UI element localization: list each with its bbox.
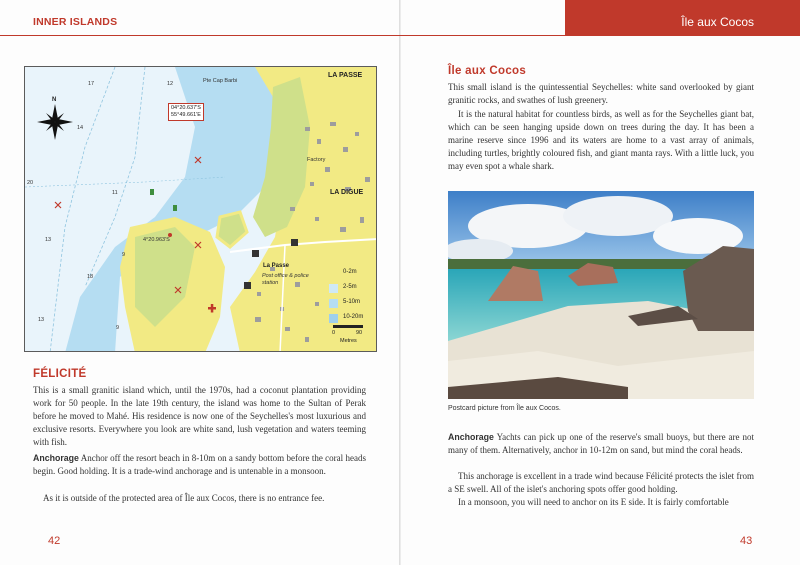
depth-legend-1: 2-5m (343, 284, 357, 290)
page-number-left: 42 (48, 535, 61, 547)
cocos-heading: Île aux Cocos (448, 65, 527, 77)
waypoint-coordinates (168, 103, 204, 121)
post-office-label: Post office & police station (262, 273, 309, 286)
depth-legend-2: 5-10m (343, 299, 361, 305)
left-running-header (0, 0, 400, 36)
felicite-heading: FÉLICITÉ (33, 368, 87, 380)
cocos-monsoon: In a monsoon, you will need to anchor on its E side. It is fairly comfortable (458, 497, 729, 507)
chapter-name: Île aux Cocos (681, 15, 754, 29)
compass-north-label: N (52, 97, 57, 103)
map-label-la-digue: LA DIGUE (330, 189, 364, 196)
beach-photo-graphic (448, 191, 754, 399)
header-rule (400, 35, 565, 36)
map-label-la-passe-town: La Passe (263, 263, 290, 269)
sounding: 9 (116, 325, 120, 331)
sounding: 13 (38, 317, 45, 323)
map-label-cap-barbi: Pte Cap Barbi (203, 78, 238, 84)
cocos-photo (448, 191, 754, 399)
sounding: 9 (122, 252, 126, 258)
sounding: 17 (88, 81, 95, 87)
sounding: 13 (45, 237, 52, 243)
page-gutter (399, 0, 401, 565)
cocos-habitat: It is the natural habitat for countless birds, as well as for the Seychelles giant bat, which can be seen hanging upside down on trees during the day. It has been a marine reserve since 1996 and its waters are home to a vast array of animals, including turtles, brightly coloured fish, and giant manta rays. With a little luck, you may even spot a whale shark. (448, 109, 754, 171)
anchorage-coordinate: 4°20.963'S (143, 237, 170, 243)
cocos-anchorage (448, 431, 754, 457)
depth-legend-0: 0-2m (343, 269, 357, 275)
sounding: 20 (27, 180, 34, 186)
felicite-anchorage (33, 452, 366, 478)
right-running-header (565, 0, 800, 36)
page-number-right: 43 (740, 535, 753, 547)
scale-tick-90: 90 (356, 330, 363, 336)
scale-tick-0: 0 (332, 330, 336, 336)
anchorage-text: Anchor off the resort beach in 8-10m on a sandy bottom before the coral heads begin. Good holding. It is a trade-wind anchorage and is untenable in a monsoon. (33, 453, 366, 476)
section-name: INNER ISLANDS (33, 16, 118, 28)
map-label-factory: Factory (307, 157, 326, 163)
sounding: 11 (112, 190, 118, 196)
nautical-chart (24, 66, 377, 352)
anchorage-label: Anchorage (33, 453, 79, 463)
felicite-fee: As it is outside of the protected area of Île aux Cocos, there is no entrance fee. (43, 493, 325, 503)
sounding: 14 (77, 125, 84, 131)
waypoint-lat: 04°20.637'S (171, 105, 201, 111)
sounding: 18 (87, 274, 94, 280)
felicite-intro: This is a small granitic island which, until the 1970s, had a coconut plantation providing work for 50 people. In the late 19th century, the island was home to the Sultan of Perak before he moved to Mahé. His residence is now one of the Seychelles's most luxurious and exclusive resorts. Everywhere you look are white sand, lush vegetation and waters teeming with fish. (33, 385, 366, 447)
sounding: 12 (167, 81, 174, 87)
cocos-intro: This small island is the quintessential Seychelles: white sand overlooked by giant granitic rocks, and swathes of lush greenery. (448, 82, 754, 105)
depth-legend-3: 10-20m (343, 314, 364, 320)
map-label-la-passe: LA PASSE (328, 72, 363, 79)
cocos-trade-wind: This anchorage is excellent in a trade wind because Félicité protects the islet from a SE swell. All of the islet's anchoring spots offer good holding. (448, 471, 754, 494)
waypoint-lon: 55°49.661'E (171, 112, 201, 118)
photo-caption: Postcard picture from Île aux Cocos. (448, 405, 561, 412)
scale-unit: Metres (340, 338, 357, 344)
anchorage-text: Yachts can pick up one of the reserve's small buoys, but there are not many of them. Alternatively, anchor in 10-12m on sand, but mind the coral heads. (448, 432, 754, 455)
anchorage-label: Anchorage (448, 432, 494, 442)
